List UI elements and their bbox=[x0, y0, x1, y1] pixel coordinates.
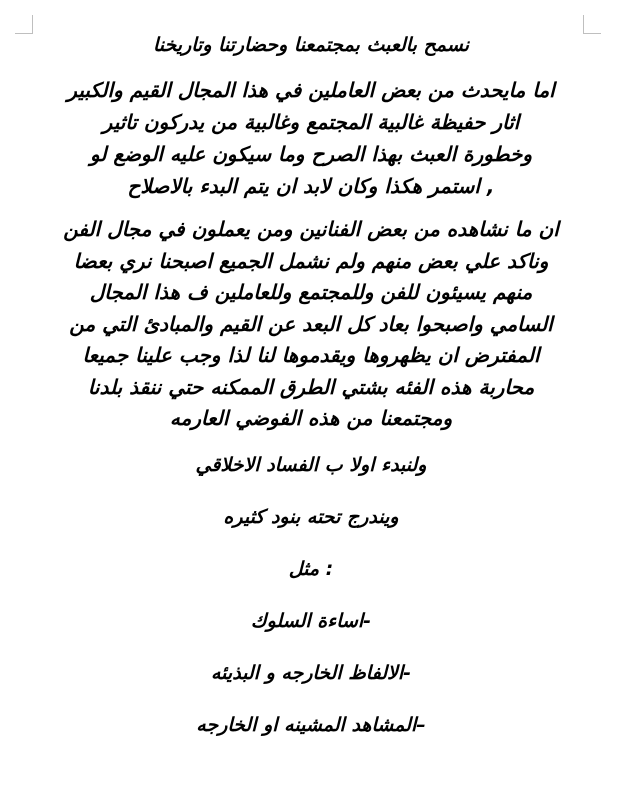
list-item-obscene-language: -الالفاظ الخارجه و البذيئه bbox=[211, 661, 411, 684]
text-line: محاربة هذه الفئه بشتي الطرق الممكنه حتي ننقذ بلدنا bbox=[87, 374, 535, 399]
list-item-indecent-scenes: –المشاهد المشينه او الخارجه bbox=[196, 713, 426, 736]
text-line: اثار حفيظة غالبية المجتمع وغالبية من يدركون تاثير bbox=[102, 110, 520, 134]
text-line: المفترض ان يظهروها ويقدموها لنا لذا وجب علينا جميعا bbox=[82, 343, 540, 367]
subheading-many-items: ويندرج تحته بنود كثيره bbox=[223, 505, 399, 528]
document-title-line bbox=[20, 28, 602, 62]
text-line: منهم يسيئون للفن وللمجتمع وللعاملين ف هذا المجال bbox=[89, 280, 533, 304]
text-line: اما مايحدث من بعض العاملين في هذا المجال القيم والكبير bbox=[67, 78, 555, 102]
text-line: نسمح بالعبث بمجتمعنا وحضارتنا وتاريخنا bbox=[153, 34, 469, 56]
paragraph-reform bbox=[20, 74, 602, 202]
list-item-misconduct: -اساءة السلوك bbox=[250, 609, 372, 632]
document-page[interactable] bbox=[20, 28, 602, 762]
text-line: , استمر هكذا وكان لابد ان يتم البدء بالاصلاح bbox=[127, 174, 495, 198]
heading-moral-corruption: ولنبدء اولا ب الفساد الاخلاقي bbox=[195, 453, 427, 476]
text-line: وخطورة العبث بهذا الصرح وما سيكون عليه الوضع لو bbox=[89, 142, 533, 166]
label-such-as: : مثل bbox=[288, 557, 334, 580]
text-line: ان ما نشاهده من بعض الفنانين ومن يعملون في مجال الفن bbox=[63, 217, 559, 241]
paragraph-artists bbox=[20, 214, 602, 435]
text-line: ومجتمعنا من هذه الفوضي العارمه bbox=[169, 406, 453, 430]
text-line: السامي واصبحوا بعاد كل البعد عن القيم والمبادئ التي من bbox=[69, 311, 553, 336]
text-line: وناكد علي بعض منهم ولم نشمل الجميع اصبحنا نري بعضا bbox=[73, 248, 549, 273]
